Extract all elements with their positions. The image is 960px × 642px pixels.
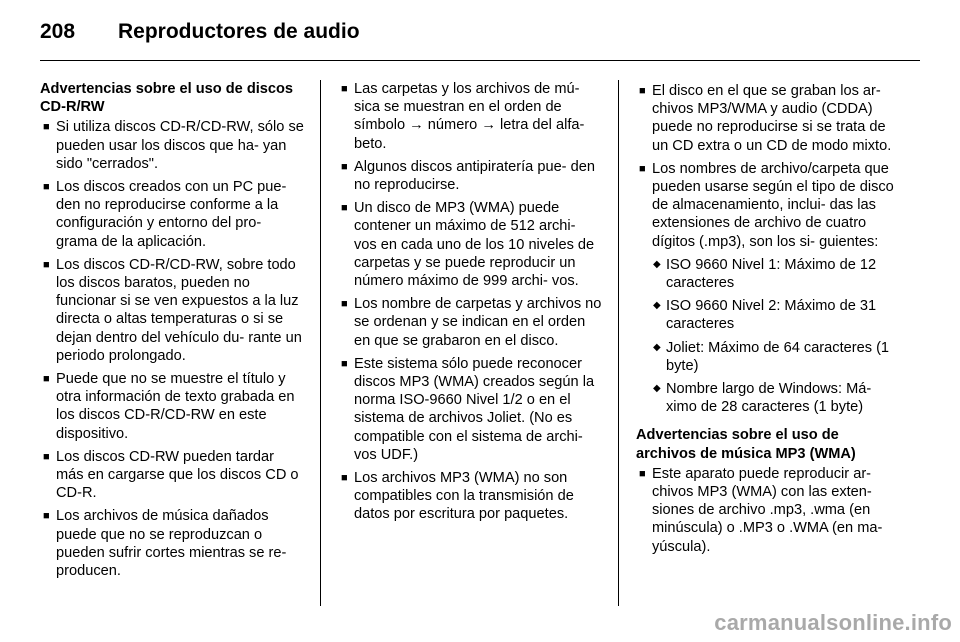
list-item: ■ Los archivos MP3 (WMA) no son compatibles con la transmisión de datos por escritura por paquetes. <box>338 469 602 524</box>
header-rule <box>40 60 920 61</box>
bullet-list <box>40 118 304 580</box>
list-item: ■ Los discos CD-R/CD-RW, sobre todo los discos baratos, pueden no funcionar si se ven expuestos a la luz directa o altas temperaturas o si se dejan dentro del vehículo du- rante un periodo prolongado. <box>40 256 304 365</box>
watermark: carmanualsonline.info <box>714 610 952 635</box>
list-item: ■ Las carpetas y los archivos de mú- sica se muestran en el orden de símbolo → número → letra del alfa- beto. <box>338 80 602 153</box>
list-item: ■ Los archivos de música dañados puede que no se reproduzcan o pueden sufrir cortes mientras se re- producen. <box>40 507 304 580</box>
bullet-list <box>636 465 900 556</box>
list-item: ■ Puede que no se muestre el título y otra información de texto grabada en los discos CD-R/CD-RW en este dispositivo. <box>40 370 304 443</box>
sub-list-item: ◆ ISO 9660 Nivel 1: Máximo de 12 caracteres <box>652 256 900 292</box>
sub-list-item: ◆ ISO 9660 Nivel 2: Máximo de 31 caracteres <box>652 297 900 333</box>
sub-list-item: ◆ Nombre largo de Windows: Má- ximo de 28 caracteres (1 byte) <box>652 380 900 416</box>
list-item-text: Los nombres de archivo/carpeta que pueden usarse según el tipo de disco de almacenamiento, inclui- das las extensiones de archivo de cuatro dígitos (.mp3), son los si- guientes: <box>652 160 894 250</box>
sub-list-item: ◆ Joliet: Máximo de 64 caracteres (1 byte) <box>652 339 900 375</box>
list-item: ■ Los discos creados con un PC pue- den no reproducirse conforme a la configuración y entorno del pro- grama de la aplicación. <box>40 178 304 251</box>
list-item: ■ Este aparato puede reproducir ar- chivos MP3 (WMA) con las exten- siones de archivo .mp3, .wma (en minúscula) o .MP3 o .WMA (en ma- yúscula). <box>636 465 900 556</box>
list-item: ■ Un disco de MP3 (WMA) puede contener un máximo de 512 archi- vos en cada uno de los 10 niveles de carpetas y se puede reproducir un número máximo de 999 archi- vos. <box>338 199 602 290</box>
bullet-list <box>338 80 602 524</box>
page-title: Reproductores de audio <box>118 20 360 43</box>
section-heading: Advertencias sobre el uso de discos CD-R/RW <box>40 81 294 116</box>
column-1 <box>40 80 304 585</box>
column-divider <box>618 80 619 606</box>
column-3 <box>636 80 900 561</box>
list-item: ■ Este sistema sólo puede reconocer discos MP3 (WMA) creados según la norma ISO-9660 Nivel 1/2 o en el sistema de archivos Joliet. (No es compatible con el sistema de archi- vos UDF.) <box>338 355 602 464</box>
list-item <box>636 160 900 417</box>
page-header <box>40 18 920 54</box>
column-divider <box>320 80 321 606</box>
bullet-list <box>636 82 900 416</box>
list-item: ■ Si utiliza discos CD-R/CD-RW, sólo se pueden usar los discos que ha- yan sido "cerrados". <box>40 118 304 173</box>
list-item: ■ Algunos discos antipiratería pue- den no reproducirse. <box>338 158 602 194</box>
sub-list <box>652 256 900 417</box>
list-item: ■ El disco en el que se graban los ar- chivos MP3/WMA y audio (CDDA) puede no reproducirse si se trata de un CD extra o un CD de modo mixto. <box>636 82 900 155</box>
list-item: ■ Los nombre de carpetas y archivos no se ordenan y se indican en el orden en que se grabaron en el disco. <box>338 295 602 350</box>
list-item: ■ Los discos CD-RW pueden tardar más en cargarse que los discos CD o CD-R. <box>40 448 304 503</box>
page-number: 208 <box>40 20 76 43</box>
section-heading: Advertencias sobre el uso de archivos de música MP3 (WMA) <box>636 427 856 462</box>
column-2 <box>338 80 602 529</box>
